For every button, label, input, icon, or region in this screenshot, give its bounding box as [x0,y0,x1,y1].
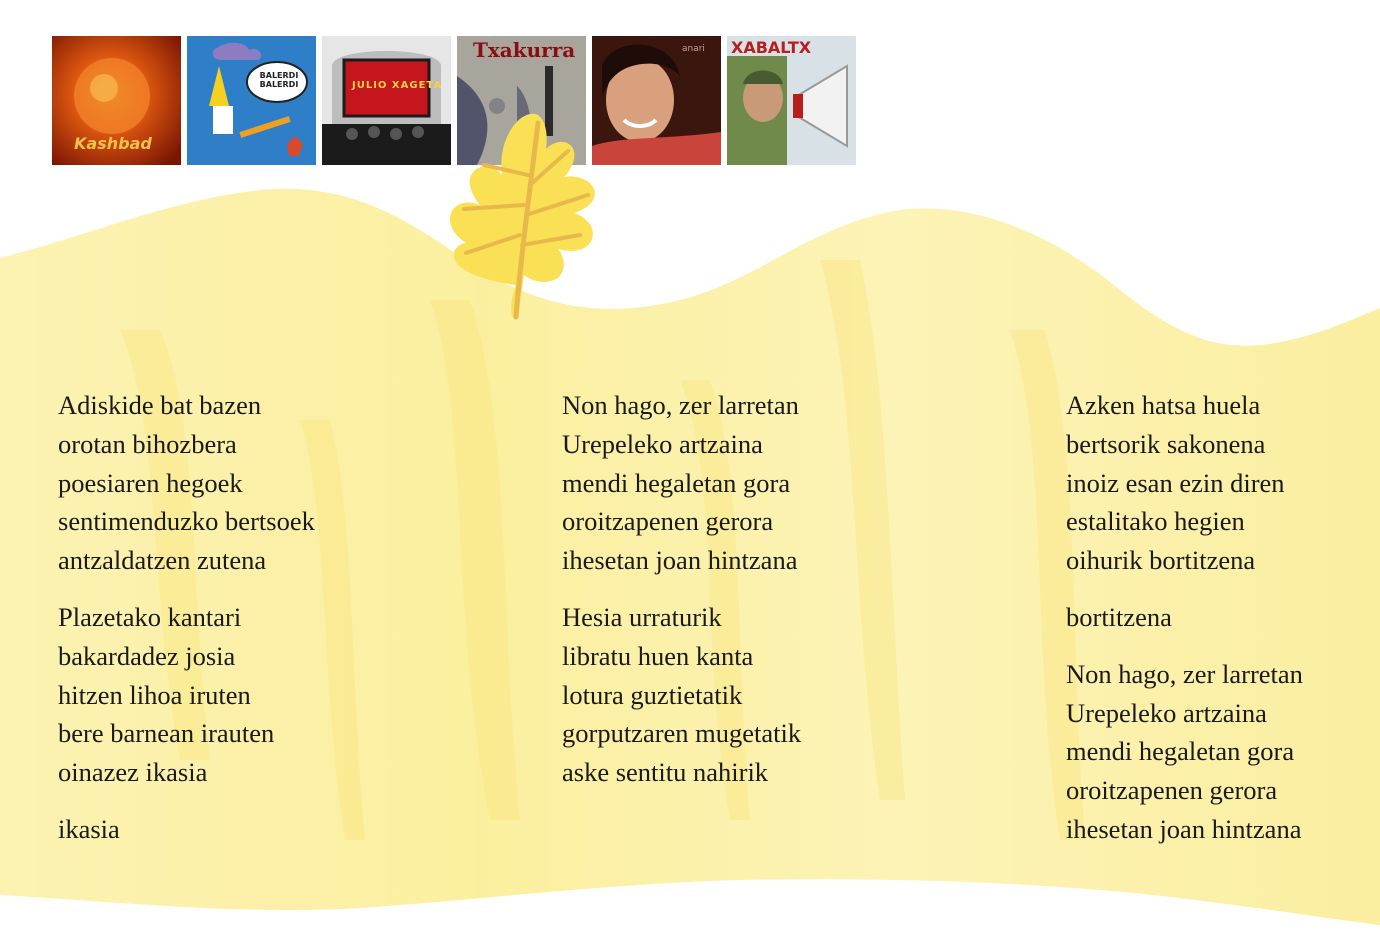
poem-line: bakardadez josia [58,640,236,671]
anari-cover [592,36,721,165]
stanza [58,386,315,580]
poem-column-2 [562,386,801,810]
poem-line: mendi hegaletan gora [1066,736,1295,767]
poem-line: Non hago, zer larretan [1066,658,1303,689]
poem-line: Urepeleko artzaina [1066,697,1267,728]
poem-line: ikasia [58,813,120,844]
poem-line: Plazetako kantari [58,601,242,632]
poem-line: lotura guztietatik [562,679,743,710]
poem-line: Hesia urraturik [562,601,722,632]
poem-line: libratu huen kanta [562,640,754,671]
poem-line: Urepeleko artzaina [562,428,763,459]
xabaltx-title-text: XABALTX [731,38,812,57]
balerdi-title-text: BALERDI BALERDI [259,71,299,89]
stanza [562,386,801,580]
poem-line: antzaldatzen zutena [58,545,267,576]
kashbad-logo-text: Kashbad [74,134,152,153]
julio-xageta-cover [322,36,451,165]
stanza [58,810,315,849]
stanza [58,598,315,792]
julio-xageta-title-text: JULIO XAGETA [352,80,443,91]
poem-line: inoiz esan ezin diren [1066,467,1285,498]
stanza [562,598,801,792]
stanza [1066,598,1303,637]
poem-line: ihesetan joan hintzana [562,545,798,576]
poem-column-1 [58,386,315,867]
yellow-leaf-illustration [440,105,610,320]
poem-line: ihesetan joan hintzana [1066,813,1302,844]
poem-line: oroitzapenen gerora [562,506,774,537]
anari-title-text: anari [682,44,705,54]
poem-column-3 [1066,386,1303,867]
poem-line: orotan bihozbera [58,428,237,459]
kashbad-cover [52,36,181,165]
xabaltx-cover [727,36,856,165]
balerdi-cover [187,36,316,165]
poem-line: hitzen lihoa iruten [58,679,251,710]
poem-line: Azken hatsa huela [1066,390,1261,420]
poem-line: oihurik bortitzena [1066,545,1256,576]
poem-line: estalitako hegien [1066,506,1245,537]
poem-line: sentimenduzko bertsoek [58,506,315,537]
poem-line: bertsorik sakonena [1066,428,1266,459]
stanza [1066,655,1303,849]
stanza [1066,386,1303,580]
poem-line: bortitzena [1066,601,1172,632]
txakurra-title-text: Txakurra [473,38,576,62]
poem-line: aske sentitu nahirik [562,757,769,788]
poem-line: poesiaren hegoek [58,467,243,498]
poem-line: Adiskide bat bazen [58,390,262,420]
poem-line: mendi hegaletan gora [562,467,791,498]
poem-line: oroitzapenen gerora [1066,775,1278,806]
poem-line: Non hago, zer larretan [562,390,799,420]
poem-line: gorputzaren mugetatik [562,718,802,749]
poem-line: oinazez ikasia [58,757,208,788]
poem-line: bere barnean irauten [58,718,275,749]
